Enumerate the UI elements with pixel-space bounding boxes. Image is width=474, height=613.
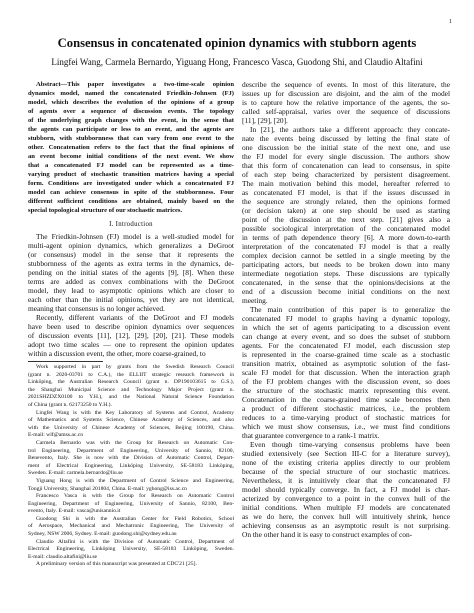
text-line: Benevento, Italy. She is now with the Division of Automatic Control, Depart- xyxy=(28,455,234,462)
right-paragraph-4 xyxy=(242,440,450,539)
footnote-rule xyxy=(28,361,103,362)
text-line: have been used to describe opinion dynamics over sequences xyxy=(28,322,234,331)
text-line: the Shanghai Municipal Science and Technology Major Project (grant n. xyxy=(28,386,234,393)
text-line: point of the discussion at the next step. [21] gives also a xyxy=(242,215,450,224)
text-line: of each step being characterized by persistent disagreement. xyxy=(242,170,450,179)
text-line: Claudio Altafini is with the Division of Automatic Control, Department of xyxy=(36,538,234,545)
text-line: The main motivation behind this model, hereafter referred to xyxy=(242,179,450,188)
text-line: of China (grant n. 62173250 to Y.H.). xyxy=(28,401,112,408)
text-line: end of a discussion become initial conditions on the next xyxy=(242,287,450,296)
text-line: E-mail: wlf@amss.ac.cn xyxy=(28,432,84,439)
text-line: describe the sequence of events. In most of this literature, the xyxy=(242,80,450,89)
text-line: of the FJ problem changes with the discussion event, so does xyxy=(242,377,450,386)
text-line: (or decision taken) at one step should be used as starting xyxy=(242,206,450,215)
text-line: each other than the initial opinions, yet they are not identical, xyxy=(28,295,234,304)
text-line: (grant n. 2020-03701 to C.A.), the ELLIIT strategic research framework in xyxy=(28,371,234,378)
left-column xyxy=(28,80,234,569)
text-line: dynamics model, named the concatenated Friedkin-Johnsen (FJ) xyxy=(28,90,234,97)
text-line: A preliminary version of this manuscript was presented at CDC'21 [25]. xyxy=(36,561,197,568)
text-line: of Mathematics and Systems Science, Chinese Academy of Sciences, and also xyxy=(28,417,234,424)
text-line: Tongji University, Shanghai 201804, China. E-mail: yghong@iss.ac.cn xyxy=(28,485,187,492)
text-line: [11], [29], [20]. xyxy=(242,116,288,125)
text-line: E-mail: claudio.altafini@liu.se xyxy=(28,553,97,560)
text-line: model can achieve consensus in spite of the stubbornness. Four xyxy=(28,189,234,196)
text-line: can change at every event, and so does the subset of stubborn xyxy=(242,332,450,341)
text-line: other. Concatenation refers to the fact that the final opinions of xyxy=(28,144,234,151)
text-line: studied extensively (see Section III-C for a literature survey), xyxy=(242,449,450,458)
text-line: transition matrix, obtained as asymptotic solution of the fast- xyxy=(242,359,450,368)
text-line: Yiguang Hong is with the Department of Control Science and Engineering, xyxy=(36,477,234,484)
text-line: achieving consensus as an asymptotic result is not surprising. xyxy=(242,521,450,530)
text-line: stubborn, with stubbornness that can vary from one event to the xyxy=(28,135,234,142)
text-line: because of the special structure of our stochastic matrices. xyxy=(242,467,450,476)
text-line: complex decision cannot be settled in a single meeting by the xyxy=(242,251,450,260)
text-line: evento, Italy. E-mail: vasca@unisannio.it xyxy=(28,508,121,515)
text-line: the agents can participate or less to an event, and the agents are xyxy=(28,126,234,133)
text-line: of agents over a sequence of discussion events. The topology xyxy=(28,108,234,115)
text-line: that a concatenated FJ model can be represented as a time- xyxy=(28,162,234,169)
text-line: trol Engineering, Department of Engineering, University of Sannio, 82100, xyxy=(28,447,234,454)
abstract xyxy=(28,80,234,215)
text-line: Carmela Bernardo was with the Group for Research on Automatic Con- xyxy=(36,439,234,446)
text-line: possible sociological interpretation of the concatenated model xyxy=(242,224,450,233)
text-line: Electrical Engineering, Linköping University, SE-58183 Linköping, Sweden. xyxy=(28,546,234,553)
text-line: scale FJ model for that discussion. When the interaction graph xyxy=(242,368,450,377)
text-line: intermediate negotiation steps. These discussions are typically xyxy=(242,269,450,278)
text-line: of the underlying graph changes with the event, in the sense that xyxy=(28,117,234,124)
text-line: acterized by convergence to a point in the convex hull of the xyxy=(242,494,450,503)
right-column xyxy=(242,80,450,539)
text-line: Linköping, the Australian Research Council (grant n. DP190103615 to G.S.), xyxy=(28,379,234,386)
text-line: model, which describes the evolution of the opinions of a group xyxy=(28,99,234,106)
text-line: Even though time-varying consensus problems have been xyxy=(250,440,450,449)
right-paragraph-2 xyxy=(242,125,450,305)
text-line: In [21], the authors take a different approach: they concate- xyxy=(250,125,450,134)
text-line: concatenated FJ model to graphs having a dynamic topology, xyxy=(242,314,450,323)
text-line: Sweden. E-mail: carmela.bernardo@liu.se xyxy=(28,470,123,477)
text-line: in terms of path dependence theory [6]. A more down-to-earth xyxy=(242,233,450,242)
text-line: model should typically converge. In fact, a FJ model is char- xyxy=(242,485,450,494)
paper-title: Consensus in concatenated opinion dynamics with stubborn agents xyxy=(57,36,417,50)
right-paragraph-3 xyxy=(242,305,450,440)
text-line: adopt two time scales — one to represent the opinion updates xyxy=(28,340,234,349)
author-list: Lingfei Wang, Carmela Bernardo, Yiguang Hong, Francesco Vasca, Guodong Shi, and Claudio Altafini xyxy=(51,57,423,67)
text-line: terms are added as convex combinations with the DeGroot xyxy=(28,277,234,286)
section-heading: I. Introduction xyxy=(109,221,153,228)
text-line: as concatenated FJ model, is that if the issues discussed in xyxy=(242,188,450,197)
text-line: multi-agent opinion dynamics, which generalizes a DeGroot xyxy=(28,241,234,250)
text-line: called self-appraisal, varies over the sequence of discussions xyxy=(242,107,450,116)
text-line: Guodong Shi is with the Australian Center for Field Robotics, School xyxy=(36,515,234,522)
text-line: the structure of the stochastic matrix representing this event. xyxy=(242,386,450,395)
text-line: Engineering, Department of Engineering, University of Sannio, 82100, Ben- xyxy=(28,500,234,507)
text-line: that guarantee convergence to a rank-1 matrix. xyxy=(242,431,380,440)
text-line: varying product of stochastic transition matrices having a special xyxy=(28,171,234,178)
text-line: none of the existing criteria applies directly to our problem xyxy=(242,458,450,467)
text-line: an event become initial conditions of the next event. We show xyxy=(28,153,234,160)
text-line: form. Conditions are investigated under which a concatenated FJ xyxy=(28,180,234,187)
text-line: different sufficient conditions are obtained, mainly based on the xyxy=(28,198,234,205)
text-line: initial conditions. When multiple FJ models are concatenated xyxy=(242,503,450,512)
text-line: agents. For the concatenated FJ model, each discussion step xyxy=(242,341,450,350)
text-line: of discussion events [11], [12], [29], [20], [21]. These models xyxy=(28,331,234,340)
text-line: concatenated, in the sense that the opinions/decisions at the xyxy=(242,278,450,287)
text-line: Concatenation in the coarse-grained time scale becomes then xyxy=(242,395,450,404)
text-line: model, they lead to asymptotic opinions which are closer to xyxy=(28,286,234,295)
text-line: is represented in the coarse-grained time scale as a stochastic xyxy=(242,350,450,359)
text-line: within a discussion event, the other, more coarse-grained, to xyxy=(28,349,206,358)
text-line: that this form of concatenation can lead to consensus, in spite xyxy=(242,161,450,170)
page-number: 1 xyxy=(449,19,452,25)
text-line: On the other hand it is easy to construct examples of con- xyxy=(242,530,413,539)
text-line: is to capture how the relative importance of the agents, the so- xyxy=(242,98,450,107)
text-line: of Aerospace, Mechanical and Mechatronic Engineering, The University of xyxy=(28,523,234,530)
right-paragraph-1 xyxy=(242,80,450,125)
text-line: a product of different stochastic matrices, i.e., the problem xyxy=(242,404,450,413)
text-line: The Friedkin-Johnsen (FJ) model is a well-studied model for xyxy=(36,232,234,241)
text-line: participating actors, but needs to be broken down into many xyxy=(242,260,450,269)
text-line: Francesco Vasca is with the Group for Research on Automatic Control xyxy=(36,493,234,500)
text-line: Abstract—This paper investigates a two-time-scale opinion xyxy=(36,81,234,88)
text-line: ment of Electrical Engineering, Linköping University, SE-58183 Linköping, xyxy=(28,462,234,469)
text-line: pending on the initial states of the agents [9], [8]. When these xyxy=(28,268,234,277)
text-line: in which the set of agents participating to a discussion event xyxy=(242,323,450,332)
text-line: interpretation of the concatenated FJ model is that a really xyxy=(242,242,450,251)
footnotes xyxy=(28,364,234,569)
text-line: with the University of Chinese Academy of Sciences, Beijing 100190, China. xyxy=(28,424,234,431)
text-line: meaning that consensus is no longer achieved. xyxy=(28,304,165,313)
text-line: which we must show consensus, i.e., we must find conditions xyxy=(242,422,450,431)
text-line: Sydney, NSW 2006, Sydney. E-mail: guodong.shi@sydney.edu.au xyxy=(28,531,177,538)
text-line: as we do here, the convex hull will intuitively shrink, hence xyxy=(242,512,450,521)
text-line: Recently, different variants of the DeGroot and FJ models xyxy=(36,313,234,322)
text-line: the FJ model for every single discussion. The authors show xyxy=(242,152,450,161)
text-line: nate the events being discussed by letting the final state of xyxy=(242,134,450,143)
text-line: The main contribution of this paper is to generalize the xyxy=(250,305,450,314)
text-line: stubbornness of the agents as extra terms in the dynamics, de- xyxy=(28,259,234,268)
text-line: meeting. xyxy=(242,296,268,305)
text-line: Nevertheless, it is intuitively clear that the concatenated FJ xyxy=(242,476,450,485)
text-line: 2021SHZDZX0100 to Y.H.), and the National Natural Science Foundation xyxy=(28,394,234,401)
text-line: Work supported in part by grants from the Swedish Research Council xyxy=(36,364,234,370)
intro-text xyxy=(28,232,234,358)
text-line: special topological structure of our stochastic matrices. xyxy=(28,207,183,214)
text-line: (or consensus) model in the sense that it represents the xyxy=(28,250,234,259)
text-line: the sequence are strongly related, then the opinions formed xyxy=(242,197,450,206)
text-line: one discussion be the initial state of the next one, and use xyxy=(242,143,450,152)
text-line: issues up for discussion are disjoint, and the aim of the model xyxy=(242,89,450,98)
text-line: reduces to a time-varying product of stochastic matrices for xyxy=(242,413,450,422)
text-line: Lingfei Wang is with the Key Laboratory of Systems and Control, Academy xyxy=(36,409,234,416)
